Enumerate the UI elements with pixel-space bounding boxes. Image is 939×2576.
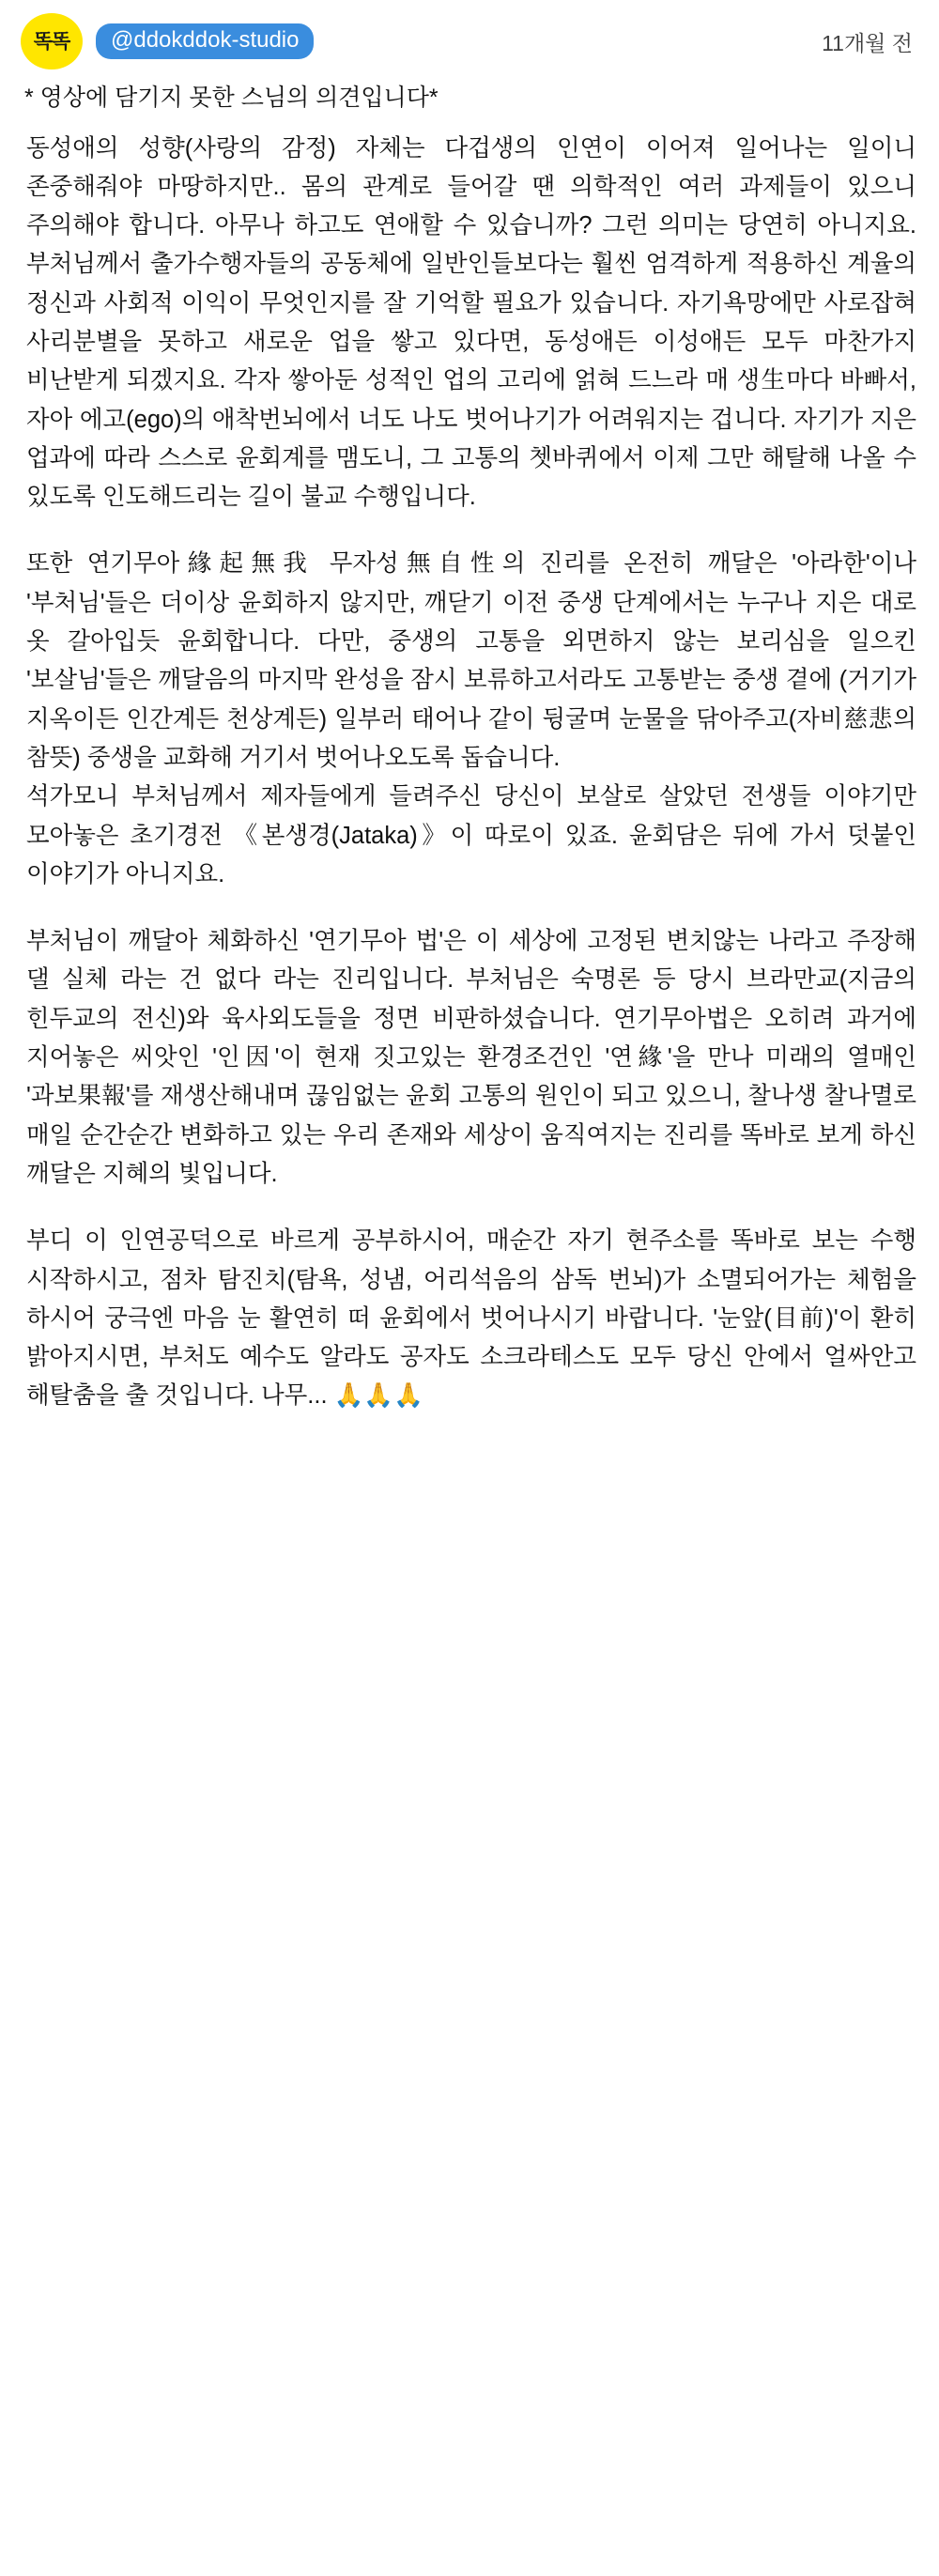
avatar[interactable] <box>21 13 83 69</box>
comment-paragraph: 석가모니 부처님께서 제자들에게 들려주신 당신이 보살로 살았던 전생들 이야기만 모아놓은 초기경전 《본생경(Jataka)》이 따로이 있죠. 윤회담은 뒤에 가서 덧붙인 이야기가 아니지요. <box>26 783 924 887</box>
comment-timestamp: 11개월 전 <box>822 30 913 55</box>
comment-header <box>21 9 918 77</box>
comment-paragraph: 또한 연기무아緣起無我 무자성無自性의 진리를 온전히 깨달은 '아라한'이나 '부처님'들은 더이상 윤회하지 않지만, 깨닫기 이전 중생 단계에서는 누구나 지은 대로 옷 갈아입듯 윤회합니다. 다만, 중생의 고통을 외면하지 않는 보리심을 일으킨 '보살님'들은 깨달음의 마지막 완성을 잠시 보류하고서라도 고통받는 중생 곁에 (거기가 지옥이든 인간계든 천상계든) 일부러 태어나 같이 뒹굴며 눈물을 닦아주고(자비慈悲의 참뜻) 중생을 교화해 거기서 벗어나오도록 돕습니다. <box>26 550 924 771</box>
comment-paragraph: 부디 이 인연공덕으로 바르게 공부하시어, 매순간 자기 현주소를 똑바로 보는 수행 시작하시고, 점차 탐진치(탐욕, 성냄, 어리석음의 삼독 번뇌)가 소멸되어가는 체험을 하시어 궁극엔 마음 눈 활연히 떠 윤회에서 벗어나시기 바랍니다. '눈앞(目前)'이 환히 밝아지시면, 부처도 예수도 알라도 공자도 소크라테스도 모두 당신 안에서 얼싸안고 해탈춤을 출 것입니다. 나무... 🙏🙏🙏 <box>26 1227 924 1410</box>
channel-handle-link[interactable]: @ddokddok-studio <box>96 23 314 59</box>
comment-body <box>21 130 924 1416</box>
comment-notice: * 영상에 담기지 못한 스님의 의견입니다* <box>24 85 439 111</box>
comment-paragraph: 동성애의 성향(사랑의 감정) 자체는 다겁생의 인연이 이어져 일어나는 일이니 존중해줘야 마땅하지만.. 몸의 관계로 들어갈 땐 의학적인 여러 과제들이 있으니 주의해야 합니다. 아무나 하고도 연애할 수 있습니까? 그런 의미는 당연히 아니지요. 부처님께서 출가수행자들의 공동체에 일반인들보다는 훨씬 엄격하게 적용하신 계율의 정신과 사회적 이익이 무엇인지를 잘 기억할 필요가 있습니다. 자기욕망에만 사로잡혀 사리분별을 못하고 새로운 업을 쌓고 있다면, 동성애든 이성애든 모두 마찬가지 비난받게 되겠지요. 각자 쌓아둔 성적인 업의 고리에 얽혀 드느라 매 생生마다 바빠서, 자아 에고(ego)의 애착번뇌에서 너도 나도 벗어나기가 어려워지는 겁니다. 자기가 지은 업과에 따라 스스로 윤회계를 맴도니, 그 고통의 쳇바퀴에서 이제 그만 해탈해 나올 수 있도록 인도해드리는 길이 불교 수행입니다. <box>26 134 924 511</box>
comment-paragraph: 부처님이 깨달아 체화하신 '연기무아 법'은 이 세상에 고정된 변치않는 나라고 주장해 댈 실체 라는 건 없다 라는 진리입니다. 부처님은 숙명론 등 당시 브라만교(지금의 힌두교의 전신)와 육사외도들을 정면 비판하셨습니다. 연기무아법은 오히려 과거에 지어놓은 씨앗인 '인因'이 현재 짓고있는 환경조건인 '연緣'을 만나 미래의 열매인 '과보果報'를 재생산해내며 끊임없는 윤회 고통의 원인이 되고 있으니, 찰나생 찰나멸로 매일 순간순간 변화하고 있는 우리 존재와 세상이 움직여지는 진리를 똑바로 보게 하신 깨달은 지혜의 빛입니다. <box>26 928 924 1187</box>
avatar-label: 똑똑 <box>33 30 70 53</box>
